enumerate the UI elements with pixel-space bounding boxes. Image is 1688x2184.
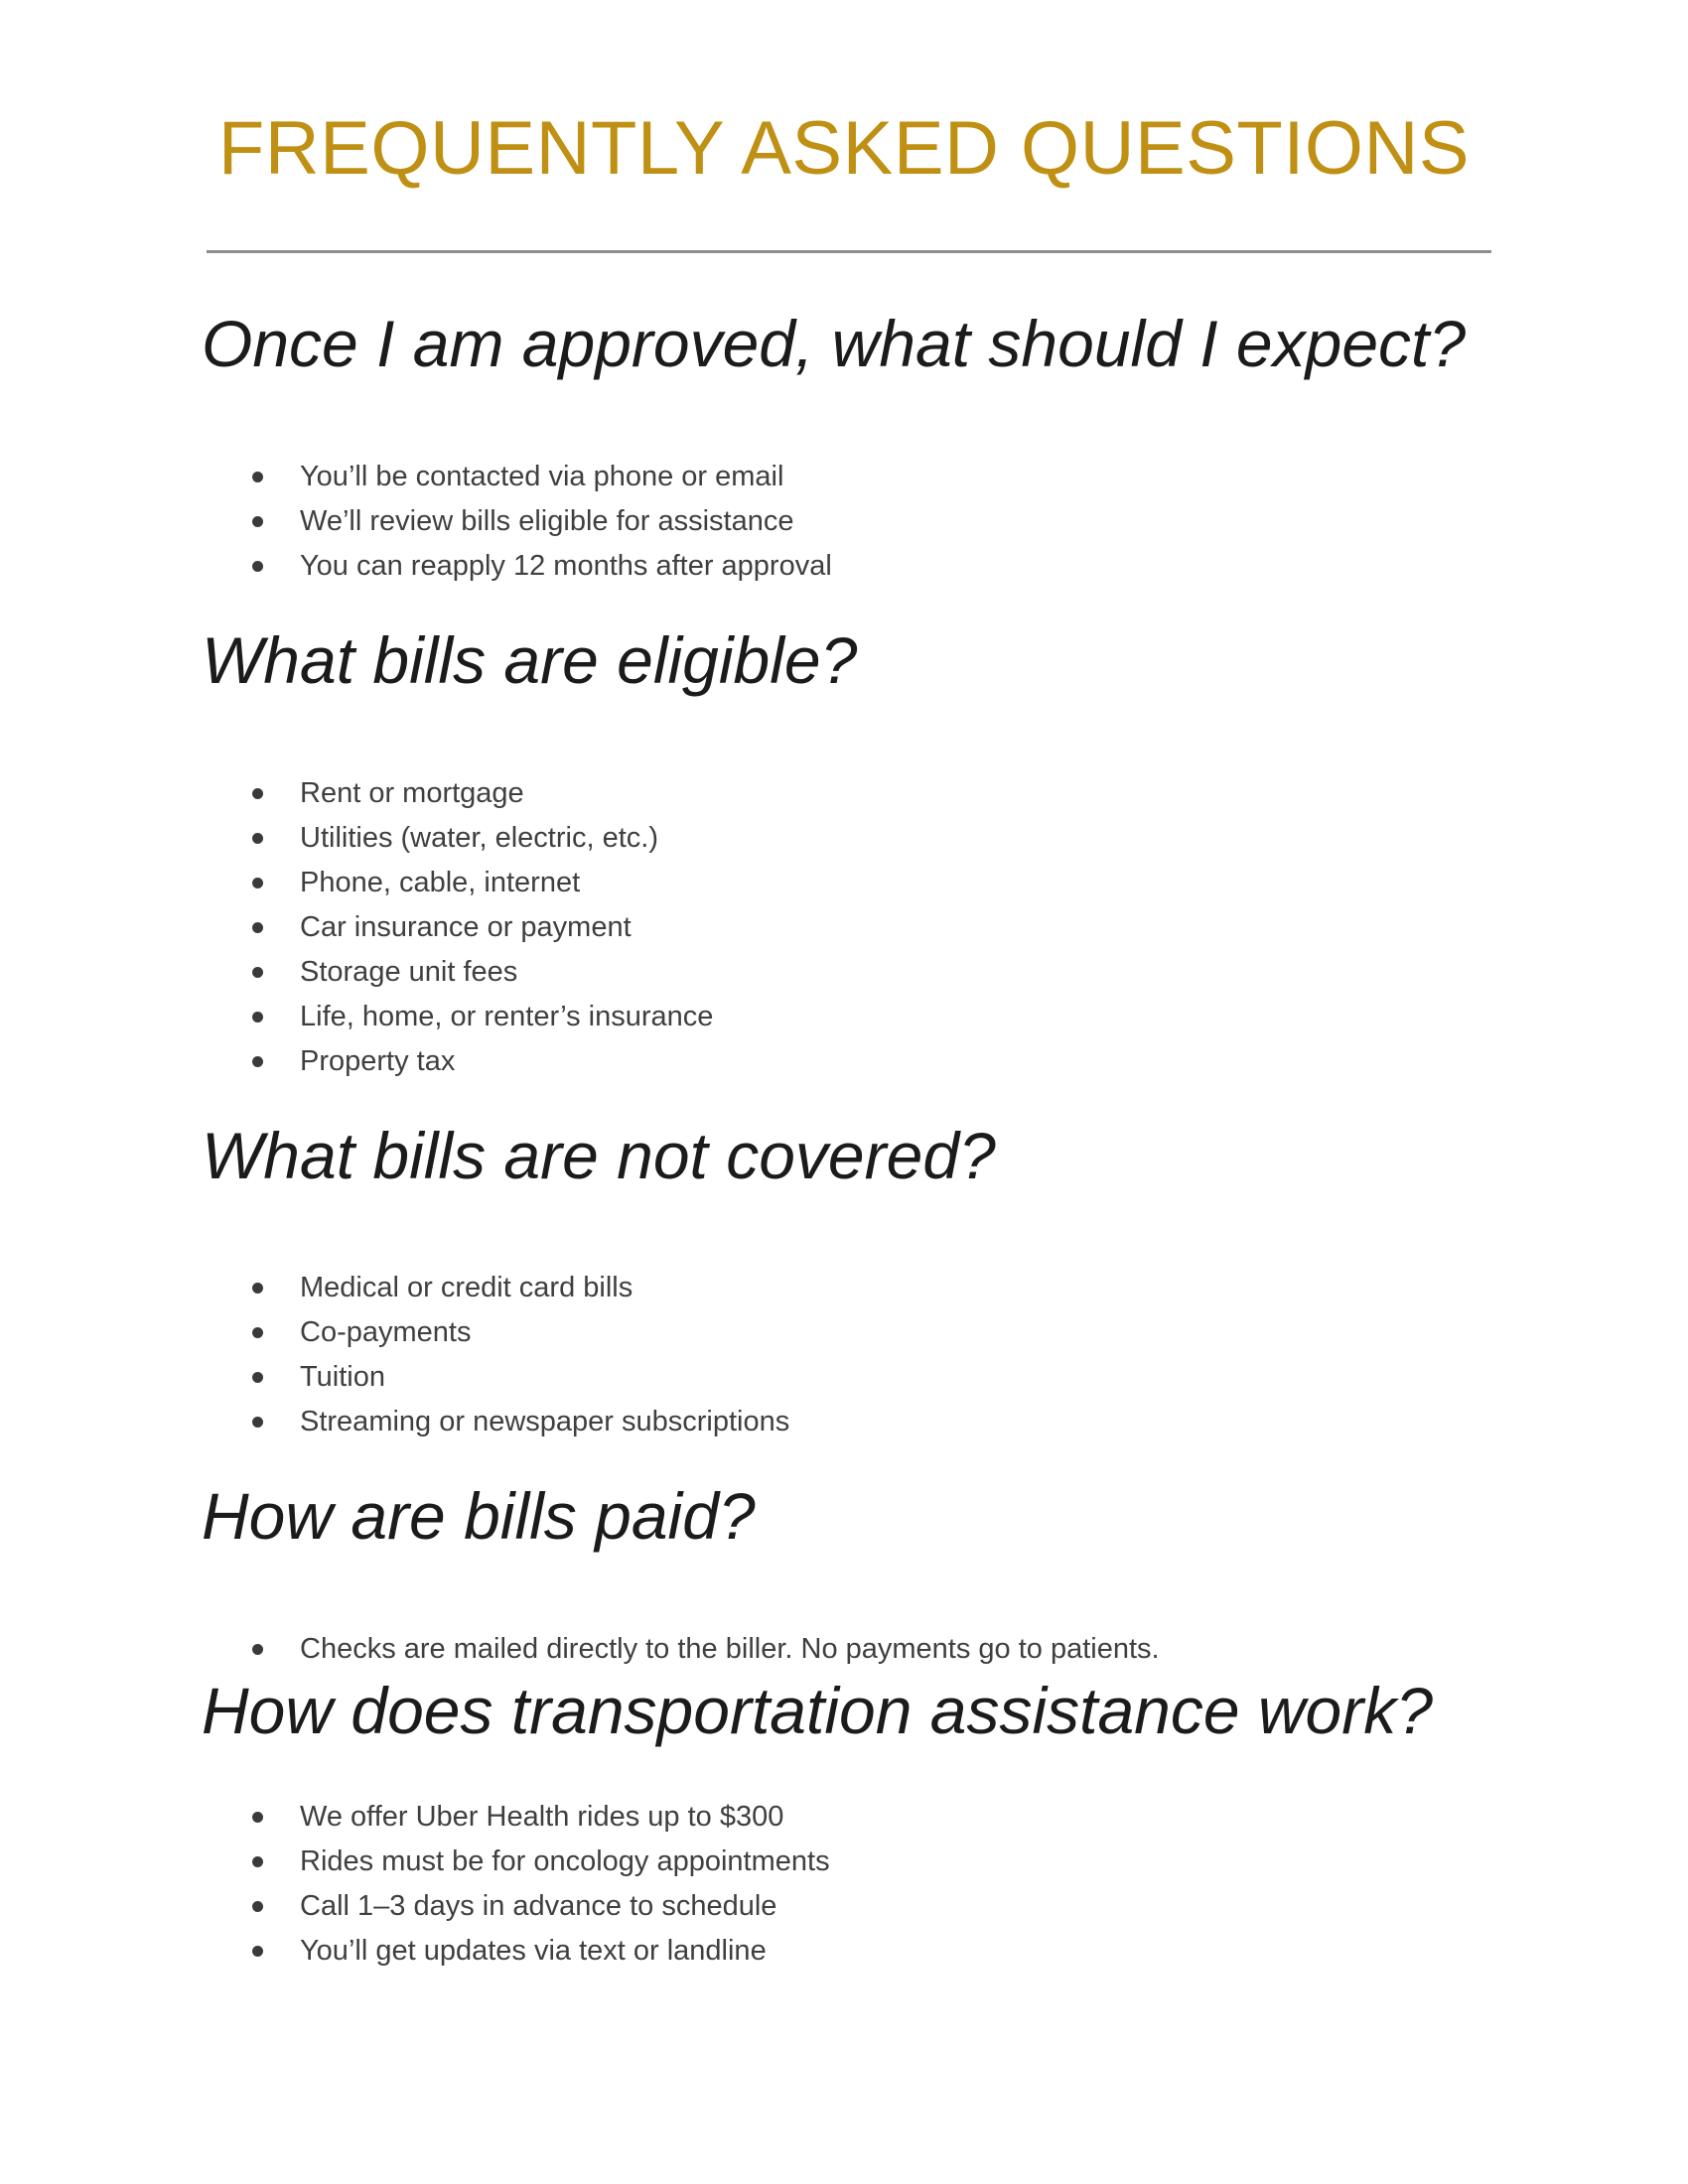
list-item-text: Call 1–3 days in advance to schedule xyxy=(300,1890,777,1922)
bullet-icon xyxy=(252,922,263,933)
bullet-icon xyxy=(252,1946,263,1957)
list-item-text: Tuition xyxy=(300,1361,385,1393)
bullet-icon xyxy=(252,1012,263,1023)
list-item-text: Storage unit fees xyxy=(300,956,518,988)
list-item-text: Phone, cable, internet xyxy=(300,867,581,898)
bullet-icon xyxy=(252,1417,263,1428)
list-item xyxy=(248,950,713,995)
faq-answer-list-expectations xyxy=(248,455,832,589)
list-item-text: You can reapply 12 months after approval xyxy=(300,550,832,582)
bullet-icon xyxy=(252,788,263,799)
bullet-icon xyxy=(252,1644,263,1655)
list-item-text: We offer Uber Health rides up to $300 xyxy=(300,1801,784,1833)
list-item-text: Life, home, or renter’s insurance xyxy=(300,1001,714,1032)
list-item-text: Medical or credit card bills xyxy=(300,1272,633,1303)
list-item-text: Co-payments xyxy=(300,1316,472,1348)
list-item xyxy=(248,1627,1160,1672)
list-item xyxy=(248,995,713,1039)
faq-answer-list-transportation xyxy=(248,1795,830,1974)
list-item-text: You’ll be contacted via phone or email xyxy=(300,461,784,492)
list-item-text: We’ll review bills eligible for assistance xyxy=(300,505,794,537)
bullet-icon xyxy=(252,878,263,888)
list-item xyxy=(248,499,832,544)
faq-answer-list-eligible-bills xyxy=(248,771,713,1084)
bullet-icon xyxy=(252,472,263,482)
list-item-text: Rent or mortgage xyxy=(300,777,524,809)
list-item xyxy=(248,1400,789,1444)
list-item xyxy=(248,905,713,950)
bullet-icon xyxy=(252,516,263,527)
bullet-icon xyxy=(252,967,263,978)
bullet-icon xyxy=(252,1901,263,1912)
list-item xyxy=(248,1840,830,1884)
list-item-text: Rides must be for oncology appointments xyxy=(300,1845,830,1877)
bullet-icon xyxy=(252,1856,263,1867)
title-divider xyxy=(207,250,1491,253)
faq-question-eligible-bills: What bills are eligible? xyxy=(202,623,858,697)
list-item-text: Utilities (water, electric, etc.) xyxy=(300,822,658,854)
page-title: FREQUENTLY ASKED QUESTIONS xyxy=(217,106,1471,191)
list-item xyxy=(248,1929,830,1974)
bullet-icon xyxy=(252,1372,263,1383)
bullet-icon xyxy=(252,1283,263,1294)
list-item xyxy=(248,816,713,861)
list-item-text: Car insurance or payment xyxy=(300,911,632,943)
faq-question-expectations: Once I am approved, what should I expect? xyxy=(202,307,1467,380)
faq-question-transportation: How does transportation assistance work? xyxy=(202,1674,1433,1747)
faq-answer-list-not-covered xyxy=(248,1266,789,1444)
bullet-icon xyxy=(252,1812,263,1823)
faq-question-not-covered: What bills are not covered? xyxy=(202,1119,996,1192)
list-item-text: Checks are mailed directly to the biller. No payments go to patients. xyxy=(300,1633,1160,1665)
list-item xyxy=(248,544,832,589)
list-item-text: Property tax xyxy=(300,1045,456,1077)
list-item xyxy=(248,1266,789,1310)
bullet-icon xyxy=(252,1327,263,1338)
faq-answer-list-payment xyxy=(248,1627,1160,1672)
bullet-icon xyxy=(252,561,263,572)
list-item-text: Streaming or newspaper subscriptions xyxy=(300,1406,790,1437)
faq-question-payment: How are bills paid? xyxy=(202,1479,756,1553)
list-item xyxy=(248,1355,789,1400)
bullet-icon xyxy=(252,1056,263,1067)
list-item xyxy=(248,861,713,905)
list-item xyxy=(248,1884,830,1929)
list-item xyxy=(248,455,832,499)
list-item xyxy=(248,1795,830,1840)
list-item xyxy=(248,1039,713,1084)
list-item-text: You’ll get updates via text or landline xyxy=(300,1935,767,1967)
bullet-icon xyxy=(252,833,263,844)
list-item xyxy=(248,771,713,816)
list-item xyxy=(248,1310,789,1355)
